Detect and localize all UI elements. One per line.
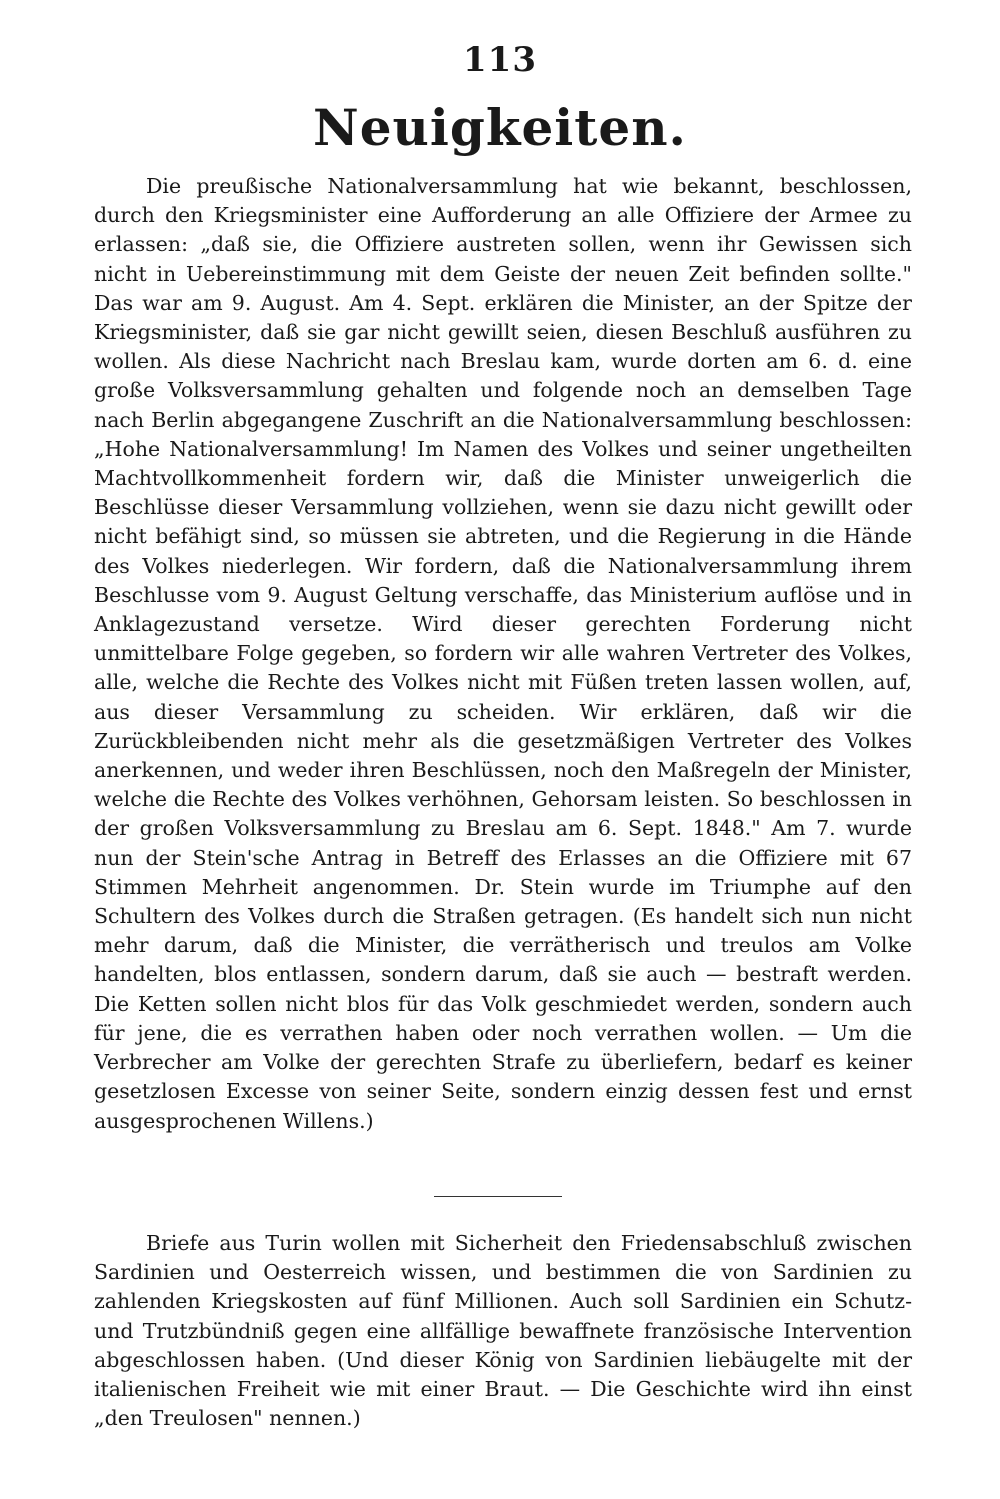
article-paragraph: Die preußische Nationalversammlung hat wie bekannt, beschlossen, durch den Kriegsminister eine Aufforderung an alle Offiziere der Armee zu erlassen: „daß sie, die Offiziere austreten sollen, wenn ihr Gewissen sich nicht in Uebereinstimmung mit dem Geiste der neuen Zeit befinden sollte." Das war am 9. August. Am 4. Sept. erklären die Minister, an der Spitze der Kriegsminister, daß sie gar nicht gewillt seien, diesen Beschluß ausführen zu wollen. Als diese Nachricht nach Breslau kam, wurde dorten am 6. d. eine große Volksversammlung gehalten und folgende noch an demselben Tage nach Berlin abgegangene Zuschrift an die Nationalversammlung beschlossen: „Hohe Nationalversammlung! Im Namen des Volkes und seiner ungetheilten Machtvollkommenheit fordern wir, daß die Minister unweigerlich die Beschlüsse dieser Versammlung vollziehen, wenn sie dazu nicht gewillt oder nicht befähigt sind, so müssen sie abtreten, und die Regierung in die Hände des Volkes niederlegen. Wir fordern, daß die Nationalversammlung ihrem Beschlusse vom 9. August Geltung verschaffe, das Ministerium auflöse und in Anklagezustand versetze. Wird dieser gerechten Forderung nicht unmittelbare Folge gegeben, so fordern wir alle wahren Vertreter des Volkes, alle, welche die Rechte des Volkes nicht mit Füßen treten lassen wollen, auf, aus dieser Versammlung zu scheiden. Wir erklären, daß wir die Zurückbleibenden nicht mehr als die gesetzmäßigen Vertreter des Volkes anerkennen, und weder ihren Beschlüssen, noch den Maßregeln der Minister, welche die Rechte des Volkes verhöhnen, Gehorsam leisten. So beschlossen in der großen Volksversammlung zu Breslau am 6. Sept. 1848." Am 7. wurde nun der Stein'sche Antrag in Betreff des Erlasses an die Offiziere mit 67 Stimmen Mehrheit angenommen. Dr. Stein wurde im Triumphe auf den Schultern des Volkes durch die Straßen getragen. (Es handelt sich nun nicht mehr darum, daß die Minister, die verrätherisch und treulos am Volke handelten, blos entlassen, sondern darum, daß sie auch — bestraft werden. Die Ketten sollen nicht blos für das Volk geschmiedet werden, sondern auch für jene, die es verrathen haben oder noch verrathen wollen. — Um die Verbrecher am Volke der gerechten Strafe zu überliefern, bedarf es keiner gesetzlosen Excesse von seiner Seite, sondern einzig dessen fest und ernst ausgesprochenen Willens.) bbox=[94, 174, 912, 1133]
article-divider bbox=[434, 1196, 562, 1197]
section-heading: Neuigkeiten. bbox=[313, 98, 687, 157]
page-number: 113 bbox=[463, 40, 537, 80]
article-paragraph: Briefe aus Turin wollen mit Sicherheit den Friedensabschluß zwischen Sardinien und Oesterreich wissen, und bestimmen die von Sardinien zu zahlenden Kriegskosten auf fünf Millionen. Auch soll Sardinien ein Schutz- und Trutzbündniß gegen eine allfällige bewaffnete französische Intervention abgeschlossen haben. (Und dieser König von Sardinien liebäugelte mit der italienischen Freiheit wie mit einer Braut. — Die Geschichte wird ihn einst „den Treulosen" nennen.) bbox=[94, 1231, 912, 1431]
